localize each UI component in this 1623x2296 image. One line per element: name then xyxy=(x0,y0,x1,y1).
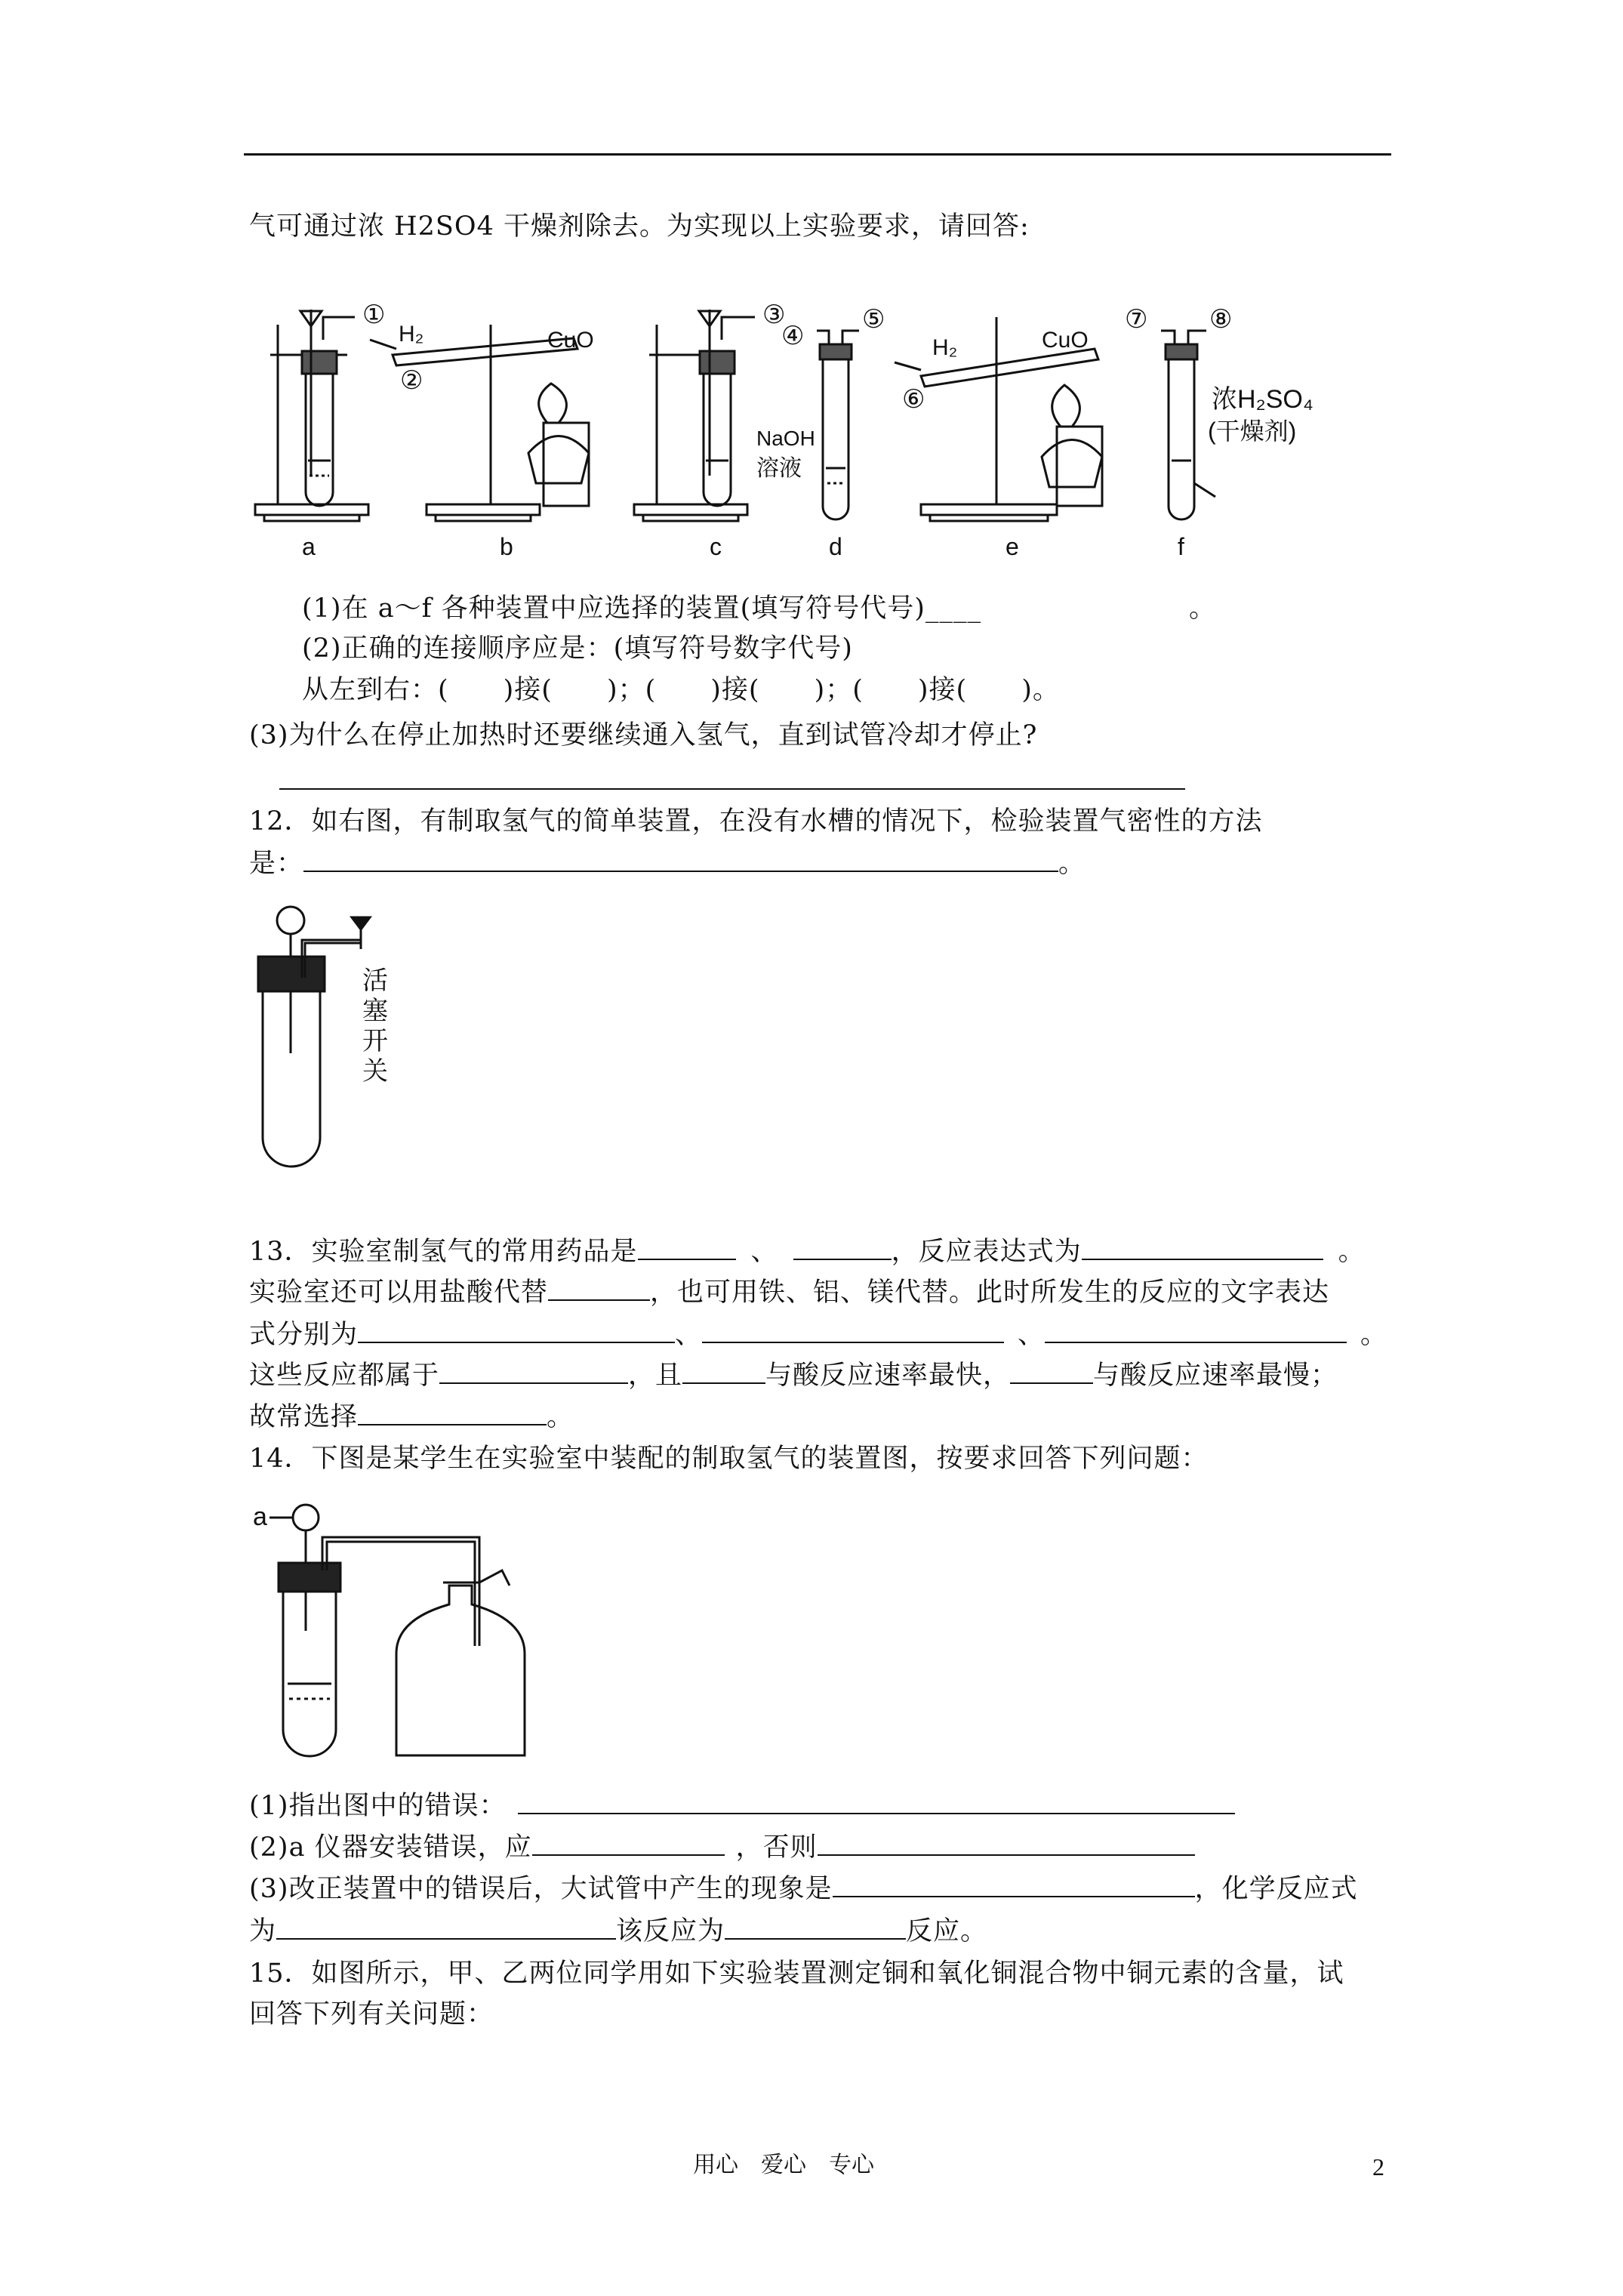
apparatus-d xyxy=(817,331,859,519)
answer-blank-14-2a[interactable] xyxy=(532,1832,725,1856)
answer-blank-drug2[interactable] xyxy=(793,1236,892,1260)
intro-line: 气可通过浓 H2SO4 干燥剂除去。为实现以上实验要求，请回答: xyxy=(249,211,1030,242)
label-a: a xyxy=(302,533,316,560)
answer-blank-type[interactable] xyxy=(439,1360,628,1384)
answer-blank-choice[interactable] xyxy=(358,1401,547,1425)
apparatus-b xyxy=(370,325,589,521)
question-13-line2: 实验室还可以用盐酸代替 ，也可用铁、铝、镁代替。此时所发生的反应的文字表达 xyxy=(249,1277,1330,1308)
answer-blank-14-2b[interactable] xyxy=(818,1832,1195,1856)
question-13-line5: 故常选择 。 xyxy=(249,1402,574,1432)
label-n7: ⑦ xyxy=(1125,305,1148,334)
valve-char-3: 开 xyxy=(362,1026,388,1056)
apparatus-figure xyxy=(242,294,1344,574)
label-a-instrument: a xyxy=(253,1502,267,1531)
label-cuo-b: CuO xyxy=(547,328,594,353)
valve-char-1: 活 xyxy=(362,966,388,996)
label-h2-e: H₂ xyxy=(932,335,958,360)
question-13-line4: 这些反应都属于 ，且 与酸反应速率最快， 与酸反应速率最慢； xyxy=(249,1361,1338,1391)
label-n6: ⑥ xyxy=(902,385,925,414)
question-3: (3)为什么在停止加热时还要继续通入氢气，直到试管冷却才停止? xyxy=(249,720,1038,750)
label-n5: ⑤ xyxy=(862,305,885,334)
hydrogen-generator-figure xyxy=(249,895,476,1174)
label-desiccant: (干燥剂) xyxy=(1208,418,1297,445)
question-15-line1: 15．如图所示，甲、乙两位同学用如下实验装置测定铜和氧化铜混合物中铜元素的含量，试 xyxy=(249,1959,1344,1989)
question-14-3: (3)改正装置中的错误后，大试管中产生的现象是 ，化学反应式 xyxy=(249,1874,1358,1904)
question-1: (1)在 a～f 各种装置中应选择的装置(填写符号代号)____ 。 xyxy=(302,593,1216,624)
label-n2: ② xyxy=(400,366,423,395)
apparatus-a xyxy=(255,310,368,521)
question-12-line1: 12．如右图，有制取氢气的简单装置，在没有水槽的情况下，检验装置气密性的方法 xyxy=(249,806,1263,837)
question-14-2: (2)a 仪器安装错误，应 ，否则 xyxy=(249,1831,1195,1864)
answer-line-14-1[interactable] xyxy=(518,1790,1235,1814)
label-n4: ④ xyxy=(781,322,805,350)
label-h2so4: 浓H₂SO₄ xyxy=(1212,385,1313,414)
label-naoh-solution: 溶液 xyxy=(756,456,802,481)
question-15-line2: 回答下列有关问题： xyxy=(249,1999,494,2029)
question-13-line1: 13．实验室制氢气的常用药品是 、 ，反应表达式为 。 xyxy=(249,1237,1366,1267)
header-rule xyxy=(244,153,1391,156)
label-h2-b: H₂ xyxy=(399,322,424,347)
apparatus-c xyxy=(634,310,755,521)
answer-blank-eq2[interactable] xyxy=(702,1319,1004,1343)
question-14: 14．下图是某学生在实验室中装配的制取氢气的装置图，按要求回答下列问题： xyxy=(249,1444,1209,1474)
answer-blank-14-3[interactable] xyxy=(833,1873,1195,1897)
valve-char-4: 关 xyxy=(362,1056,388,1086)
label-n8: ⑧ xyxy=(1209,305,1233,334)
question-14-1: (1)指出图中的错误： xyxy=(249,1789,1235,1823)
answer-blank-drug1[interactable] xyxy=(638,1236,736,1260)
label-d: d xyxy=(829,533,842,560)
footer-motto: 用心 爱心 专心 xyxy=(693,2152,874,2178)
answer-blank-eq3[interactable] xyxy=(1045,1319,1347,1343)
question-2-order: 从左到右：( )接( )；( )接( )；( )接( )。 xyxy=(302,675,1060,705)
question-12-line2: 是： 。 xyxy=(249,849,1086,879)
question-13-line3: 式分别为 、 、 。 xyxy=(249,1320,1388,1350)
answer-blank-acid[interactable] xyxy=(548,1277,650,1301)
answer-blank-14-4a[interactable] xyxy=(276,1915,616,1940)
answer-line-q3[interactable] xyxy=(279,766,1185,790)
answer-blank-slowest[interactable] xyxy=(1010,1360,1093,1384)
hydrogen-collection-figure xyxy=(253,1495,570,1774)
label-n1: ① xyxy=(362,300,386,329)
question-14-4: 为 该反应为 反应。 xyxy=(249,1916,988,1946)
page-number: 2 xyxy=(1372,2153,1384,2180)
label-naoh: NaOH xyxy=(756,427,815,450)
answer-blank-eq1[interactable] xyxy=(358,1319,675,1343)
label-n3: ③ xyxy=(762,300,786,329)
answer-blank-14-4b[interactable] xyxy=(725,1915,906,1940)
answer-blank-equation[interactable] xyxy=(1082,1236,1323,1260)
label-cuo-e: CuO xyxy=(1042,328,1089,353)
valve-char-2: 塞 xyxy=(362,996,388,1026)
answer-blank-fastest[interactable] xyxy=(682,1360,765,1384)
label-b: b xyxy=(500,533,513,560)
label-c: c xyxy=(710,533,722,560)
question-2: (2)正确的连接顺序应是：(填写符号数字代号) xyxy=(302,633,853,664)
label-e: e xyxy=(1006,533,1019,560)
label-f: f xyxy=(1178,533,1184,560)
answer-line-q12[interactable] xyxy=(303,848,1058,872)
